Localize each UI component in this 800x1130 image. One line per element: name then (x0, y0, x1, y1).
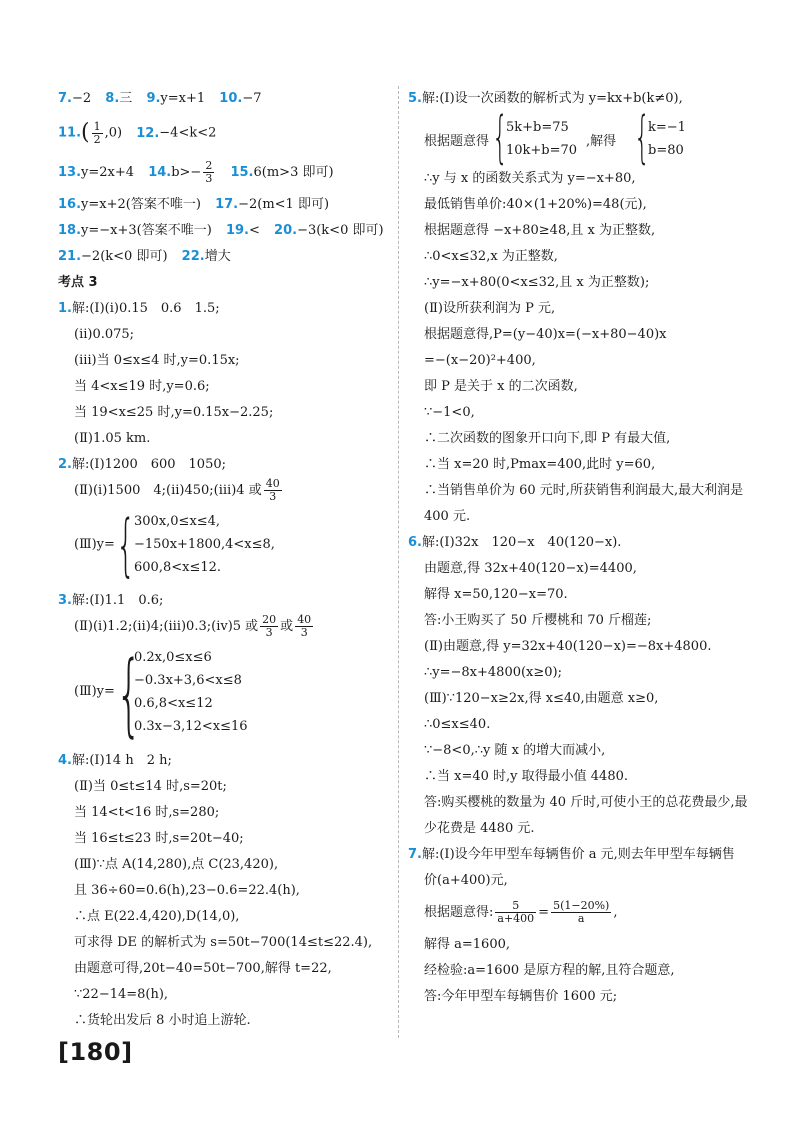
q5-line: =−(x−20)²+400, (424, 353, 536, 368)
q4-line: ∵22−14=8(h), (74, 987, 169, 1002)
q5-line: 根据题意得,P=(y−40)x=(−x+80−40)x (424, 327, 667, 342)
q5-equation-system: 根据题意得 { 5k+b=75 10k+b=70 ,解得 { k=−1 b=80 (424, 105, 686, 170)
section-heading: 考点 3 (58, 275, 98, 290)
q2-line: (Ⅱ)(ⅰ)1500 4;(ⅱ)450;(ⅲ)4 或 $\frac{40}{3}$ (74, 477, 280, 503)
q5-line: ∴y=−x+80(0<x≤32,且 x 为正整数); (424, 275, 650, 290)
q3-line: (Ⅱ)(ⅰ)1.2;(ⅱ)4;(ⅲ)0.3;(ⅳ)5 或 $\frac{20}{3}$ 或 $\frac{40}{3}$ (74, 613, 312, 639)
fraction: $\frac{1}{2}$ (93, 119, 101, 146)
q6-line: ∵−8<0,∴y 随 x 的增大而减小, (424, 743, 606, 758)
q5-line: ∴0<x≤32,x 为正整数, (424, 249, 558, 264)
q1-line: 1.解:(Ⅰ)(ⅰ)0.15 0.6 1.5; (58, 301, 220, 316)
q4-line: ∴货轮出发后 8 小时追上游轮. (74, 1013, 251, 1028)
q4-line: ∴点 E(22.4,420),D(14,0), (74, 909, 240, 924)
q6-line: ∴当 x=40 时,y 取得最小值 4480. (424, 769, 628, 784)
q6-line: 由题意,得 32x+40(120−x)=4400, (424, 561, 637, 576)
answer-line-16-17: 16.y=x+2(答案不唯一) 17.−2(m<1 即可) (58, 197, 330, 212)
answer-line-7-10: 7.−2 8.三 9.y=x+1 10.−7 (58, 91, 262, 106)
q4-line: (Ⅲ)∵点 A(14,280),点 C(23,420), (74, 857, 279, 872)
q6-line: ∴0≤x≤40. (424, 717, 491, 732)
q2-line: 2.解:(Ⅰ)1200 600 1050; (58, 457, 227, 472)
q3-piecewise-function: (Ⅲ)y= { 0.2x,0≤x≤6 −0.3x+3,6<x≤8 0.6,8<x≤12 0.3x−3,12<x≤16 (74, 642, 248, 747)
q3-line: 3.解:(Ⅰ)1.1 0.6; (58, 593, 164, 608)
q4-line: 当 16≤t≤23 时,s=20t−40; (74, 831, 244, 846)
q1-line: 当 19<x≤25 时,y=0.15x−2.25; (74, 405, 274, 420)
q7-line: 答:今年甲型车每辆售价 1600 元; (424, 989, 618, 1004)
q4-line: 当 14<t<16 时,s=280; (74, 805, 220, 820)
q5-line: ∴y 与 x 的函数关系式为 y=−x+80, (424, 171, 636, 186)
q5-line: 即 P 是关于 x 的二次函数, (424, 379, 578, 394)
q6-line: ∴y=−8x+4800(x≥0); (424, 665, 562, 680)
q5-line: (Ⅱ)设所获利润为 P 元, (424, 301, 556, 316)
fraction: $\frac{5}{a+400}$ (497, 899, 535, 925)
q7-line: 7.解:(Ⅰ)设今年甲型车每辆售价 a 元,则去年甲型车每辆售 (408, 847, 735, 862)
fraction: $\frac{20}{3}$ (262, 613, 277, 639)
fraction: $\frac{40}{3}$ (265, 477, 280, 503)
left-brace: { (116, 642, 142, 747)
cases: 0.2x,0≤x≤6 −0.3x+3,6<x≤8 0.6,8<x≤12 0.3x−3,12<x≤16 (134, 650, 248, 734)
q7-line: 解得 a=1600, (424, 937, 510, 952)
q1-line: 当 4<x≤19 时,y=0.6; (74, 379, 210, 394)
cases: k=−1 b=80 (648, 120, 686, 158)
q5-line: ∴当销售单价为 60 元时,所获销售利润最大,最大利润是 (424, 483, 744, 498)
answer-line-18-20: 18.y=−x+3(答案不唯一) 19.< 20.−3(k<0 即可) (58, 223, 384, 238)
q7-equation: 根据题意得: $\frac{5}{a+400}$ = $\frac{5(1-20\%)}{a}$ , (424, 899, 618, 925)
cases: 300x,0≤x≤4, −150x+1800,4<x≤8, 600,8<x≤12. (134, 514, 275, 575)
fraction: $\frac{5(1-20\%)}{a}$ (553, 899, 610, 925)
left-brace: { (492, 105, 509, 170)
answer-line-21-22: 21.−2(k<0 即可) 22.增大 (58, 249, 231, 264)
fraction: $\frac{2}{3}$ (205, 159, 213, 185)
q6-line: 答:小王购买了 50 斤樱桃和 70 斤榴莲; (424, 613, 652, 628)
q6-line: 6.解:(Ⅰ)32x 120−x 40(120−x). (408, 535, 622, 550)
q4-line: 可求得 DE 的解析式为 s=50t−700(14≤t≤22.4), (74, 935, 373, 950)
q7-line: 价(a+400)元, (424, 873, 508, 888)
answer-line-11-12: 11.( $\frac{1}{2}$ ,0) 12.−4<k<2 (58, 119, 217, 146)
q6-line: 答:购买樱桃的数量为 40 斤时,可使小王的总花费最少,最 (424, 795, 748, 810)
cases: 5k+b=75 10k+b=70 (506, 120, 578, 158)
q5-line: 5.解:(Ⅰ)设一次函数的解析式为 y=kx+b(k≠0), (408, 91, 683, 106)
q5-line: ∵−1<0, (424, 405, 475, 420)
q5-line: 最低销售单价:40×(1+20%)=48(元), (424, 197, 647, 212)
q1-line: (ⅱ)0.075; (74, 327, 135, 342)
left-brace: { (116, 506, 136, 585)
q5-line: ∴当 x=20 时,Pmax=400,此时 y=60, (424, 457, 656, 472)
answer-line-13-15: 13.y=2x+4 14.b>− $\frac{2}{3}$ 15.6(m>3 即可) (58, 159, 334, 185)
q1-line: (Ⅱ)1.05 km. (74, 431, 151, 446)
fraction: $\frac{40}{3}$ (297, 613, 312, 639)
q5-line: ∴二次函数的图象开口向下,即 P 有最大值, (424, 431, 671, 446)
q6-line: 解得 x=50,120−x=70. (424, 587, 568, 602)
page-number: [180] (58, 1038, 133, 1066)
q6-line: 少花费是 4480 元. (424, 821, 535, 836)
left-brace: { (634, 105, 651, 170)
q5-line: 400 元. (424, 509, 471, 524)
q5-line: 根据题意得 −x+80≥48,且 x 为正整数, (424, 223, 656, 238)
q6-line: (Ⅲ)∵120−x≥2x,得 x≤40,由题意 x≥0, (424, 691, 659, 706)
column-divider (398, 86, 399, 1038)
q4-line: 由题意可得,20t−40=50t−700,解得 t=22, (74, 961, 332, 976)
q4-line: 且 36÷60=0.6(h),23−0.6=22.4(h), (74, 883, 300, 898)
q2-piecewise-function: (Ⅲ)y= { 300x,0≤x≤4, −150x+1800,4<x≤8, 600,8<x≤12. (74, 506, 275, 585)
q4-line: 4.解:(Ⅰ)14 h 2 h; (58, 753, 172, 768)
q6-line: (Ⅱ)由题意,得 y=32x+40(120−x)=−8x+4800. (424, 639, 712, 654)
q1-line: (ⅲ)当 0≤x≤4 时,y=0.15x; (74, 353, 240, 368)
q7-line: 经检验:a=1600 是原方程的解,且符合题意, (424, 963, 675, 978)
q4-line: (Ⅱ)当 0≤t≤14 时,s=20t; (74, 779, 227, 794)
